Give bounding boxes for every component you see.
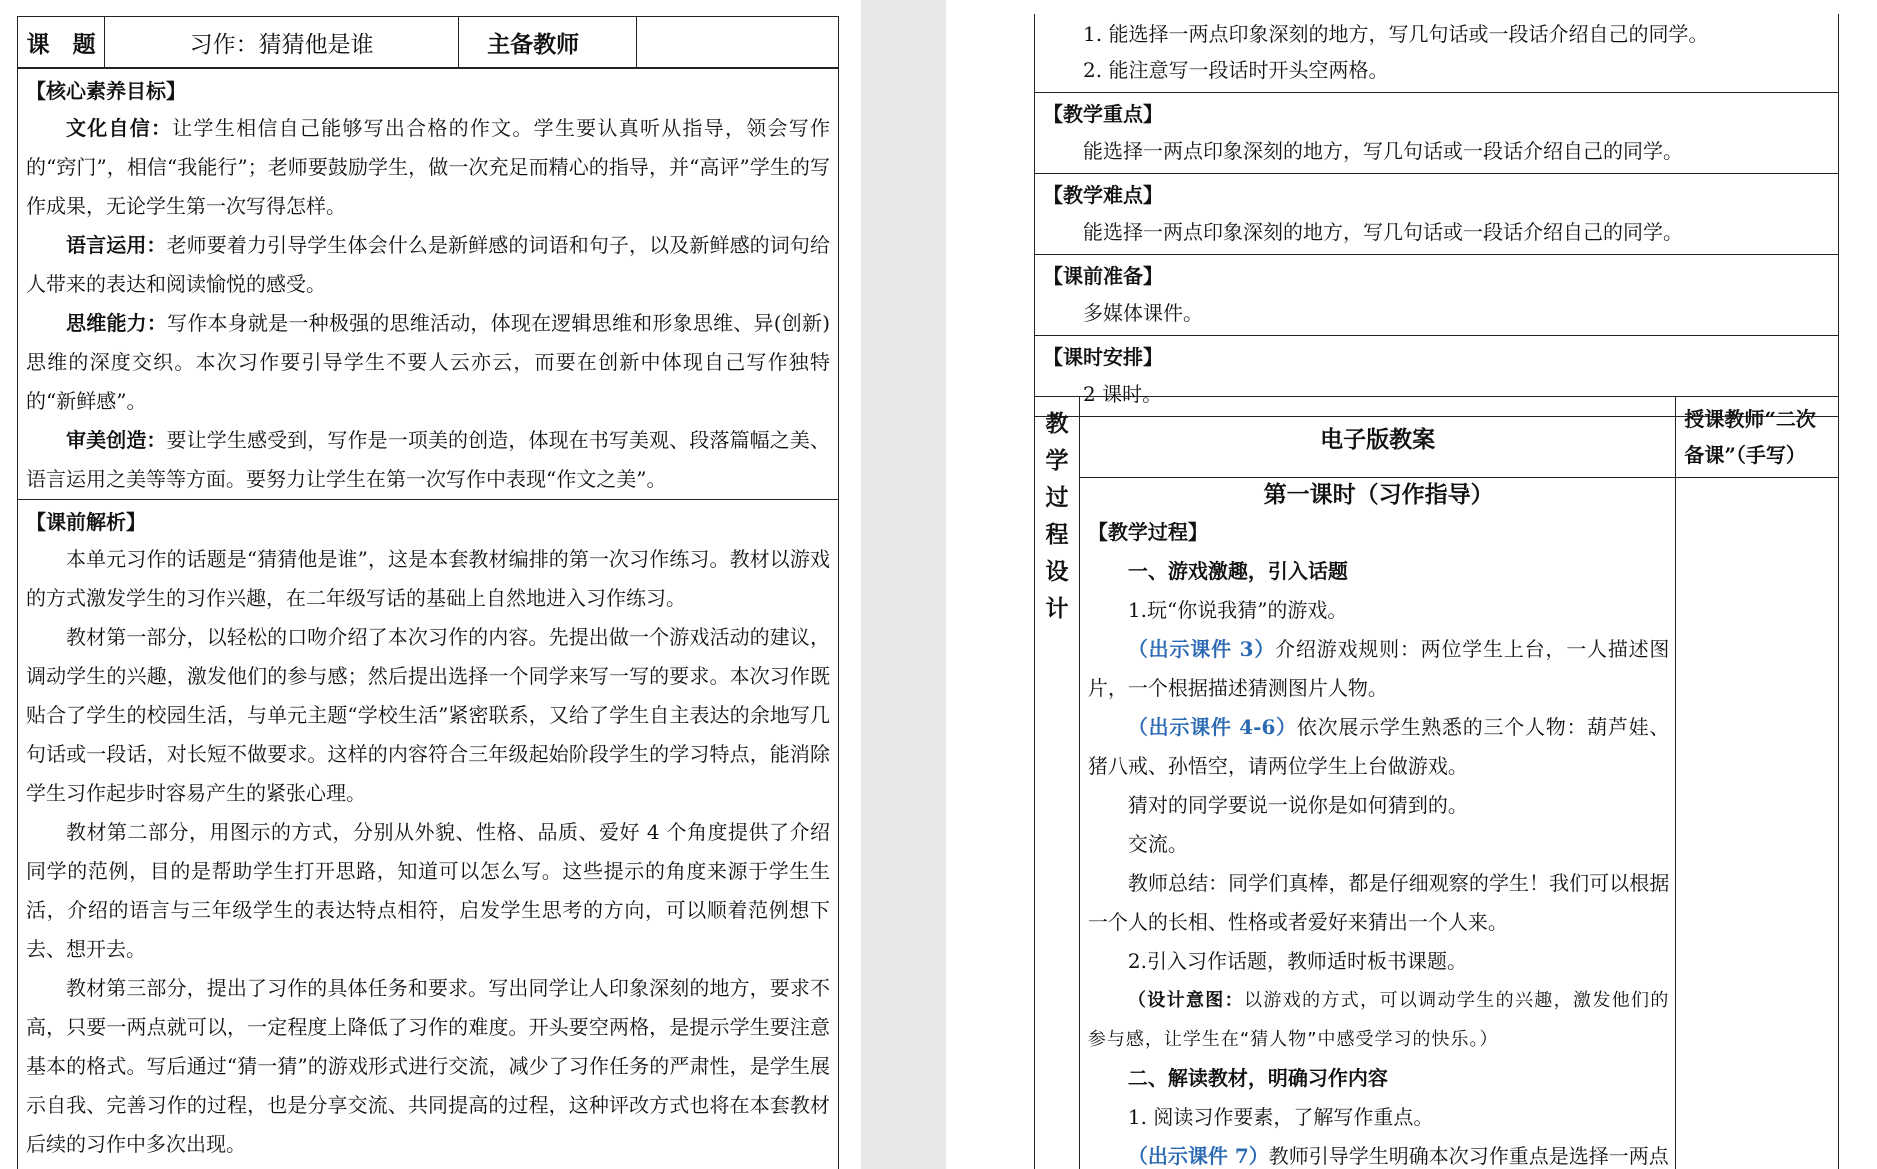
- left-content-table: [17, 68, 839, 1169]
- step-read: 1. 阅读习作要素，了解写作重点。: [1127, 1105, 1434, 1129]
- teacher-value[interactable]: [636, 17, 838, 68]
- process-heading: 【教学过程】: [1087, 520, 1208, 544]
- right-top-table: [1034, 14, 1839, 417]
- prep-heading: 【课前准备】: [1043, 264, 1163, 288]
- step-guess: 猜对的同学要说一说你是如何猜到的。: [1127, 793, 1468, 817]
- key-point-heading: 【教学重点】: [1043, 102, 1163, 126]
- prep-text: 多媒体课件。: [1083, 301, 1203, 325]
- analysis-paragraph: 教材第三部分，提出了习作的具体任务和要求。写出同学让人印象深刻的地方，要求不高，只要一两点就可以，一定程度上降低了习作的难度。开头要空两格，是提示学生要注意基本的格式。写后通过“猜一猜”的游戏形式进行交流，减少了习作任务的严肃性，是学生展示自我、完善习作的过程，也是分享交流、共同提高的过程，这种评改方式也将在本套教材后续的习作中多次出现。: [26, 976, 830, 1156]
- topic-value: 习作：猜猜他是谁: [105, 17, 459, 68]
- lesson-title: 第一课时（习作指导）: [1263, 481, 1494, 508]
- step-courseware-7: （出示课件 7）教师引导学生明确本次习作重点是选择一两点: [1127, 1144, 1669, 1168]
- process-table: [1034, 396, 1839, 1169]
- core-goals-heading: 【核心素养目标】: [26, 79, 186, 103]
- step-summary: 教师总结：同学们真棒，都是仔细观察的学生！我们可以根据一个人的长相、性格或者爱好来猜出一个人来。: [1087, 871, 1670, 934]
- plan-title: 电子版教案: [1079, 397, 1676, 478]
- step-topic: 2.引入习作话题，教师适时板书课题。: [1127, 949, 1467, 973]
- schedule-text: 2 课时。: [1083, 382, 1163, 406]
- analysis-paragraph: 本单元习作的话题是“猜猜他是谁”，这是本套教材编排的第一次习作练习。教材以游戏的方式激发学生的习作兴趣，在二年级写话的基础上自然地进入习作练习。: [26, 547, 830, 610]
- schedule-heading: 【课时安排】: [1043, 345, 1163, 369]
- goal-thinking: 思维能力：写作本身就是一种极强的思维活动，体现在逻辑思维和形象思维、异(创新)思维的深度交织。本次习作要引导学生不要人云亦云，而要在创新中体现自己写作独特的“新鲜感”。: [26, 311, 831, 413]
- teacher-label: 主备教师: [459, 17, 637, 68]
- goal-culture: 文化自信：让学生相信自己能够写出合格的作文。学生要认真听从指导，领会写作的“窍门”，相信“我能行”；老师要鼓励学生，做一次充足而精心的指导，并“高评”学生的写作成果，无论学生第一次写得怎样。: [26, 116, 831, 218]
- goal-aesthetic: 审美创造：要让学生感受到，写作是一项美的创造，体现在书写美观、段落篇幅之美、语言运用之美等等方面。要努力让学生在第一次写作中表现“作文之美”。: [26, 428, 831, 491]
- step-talk: 交流。: [1127, 832, 1188, 856]
- objective-item: 2. 能注意写一段话时开头空两格。: [1083, 58, 1389, 82]
- difficulty-text: 能选择一两点印象深刻的地方，写几句话或一段话介绍自己的同学。: [1083, 220, 1683, 244]
- header-table: [17, 16, 839, 68]
- page-right: [946, 0, 1877, 1169]
- difficulty-section: [1035, 174, 1839, 255]
- prep-section: [1035, 255, 1839, 336]
- step-courseware-4-6: （出示课件 4-6）依次展示学生熟悉的三个人物：葫芦娃、猪八戒、孙悟空，请两位学生上台做游戏。: [1087, 715, 1670, 778]
- core-goals-section: [18, 69, 839, 500]
- difficulty-heading: 【教学难点】: [1043, 183, 1163, 207]
- step-game: 1.玩“你说我猜”的游戏。: [1127, 598, 1348, 622]
- analysis-section: [18, 500, 839, 1169]
- key-point-section: [1035, 93, 1839, 174]
- part1-title: 一、游戏激趣，引入话题: [1127, 559, 1348, 583]
- second-prep-title: 授课教师“二次备课”（手写）: [1676, 397, 1839, 478]
- analysis-paragraph: 教材第一部分，以轻松的口吻介绍了本次习作的内容。先提出做一个游戏活动的建议，调动学生的兴趣，激发他们的参与感；然后提出选择一个同学来写一写的要求。本次习作既贴合了学生的校园生活，与单元主题“学校生活”紧密联系，又给了学生自主表达的余地写几句话或一段话，对长短不做要求。这样的内容符合三年级起始阶段学生的学习特点，能消除学生习作起步时容易产生的紧张心理。: [26, 625, 830, 805]
- analysis-heading: 【课前解析】: [26, 510, 146, 534]
- objectives-section: [1035, 14, 1839, 93]
- topic-label: 课 题: [18, 17, 105, 68]
- lesson-plan-body: [1079, 478, 1676, 1169]
- page-gap: [861, 0, 946, 1169]
- step-courseware-3: （出示课件 3）介绍游戏规则：两位学生上台，一人描述图片，一个根据描述猜测图片人物。: [1087, 637, 1670, 700]
- goal-language: 语言运用：老师要着力引导学生体会什么是新鲜感的词语和句子，以及新鲜感的词句给人带来的表达和阅读愉悦的感受。: [26, 233, 831, 296]
- handwritten-notes-area[interactable]: [1676, 478, 1839, 1169]
- page-left: [0, 0, 861, 1169]
- objective-item: 1. 能选择一两点印象深刻的地方，写几句话或一段话介绍自己的同学。: [1083, 22, 1709, 46]
- part2-title: 二、解读教材，明确习作内容: [1127, 1066, 1388, 1090]
- key-point-text: 能选择一两点印象深刻的地方，写几句话或一段话介绍自己的同学。: [1083, 139, 1683, 163]
- analysis-paragraph: 教材第二部分，用图示的方式，分别从外貌、性格、品质、爱好 4 个角度提供了介绍同学的范例，目的是帮助学生打开思路，知道可以怎么写。这些提示的角度来源于学生生活，介绍的语言与三年级学生的表达特点相符，启发学生思考的方向，可以顺着范例想下去、想开去。: [26, 820, 830, 961]
- design-note: （设计意图：以游戏的方式，可以调动学生的兴趣，激发他们的参与感，让学生在“猜人物”中感受学习的快乐。）: [1087, 990, 1670, 1050]
- process-label: 教 学 过 程 设 计: [1035, 397, 1080, 1169]
